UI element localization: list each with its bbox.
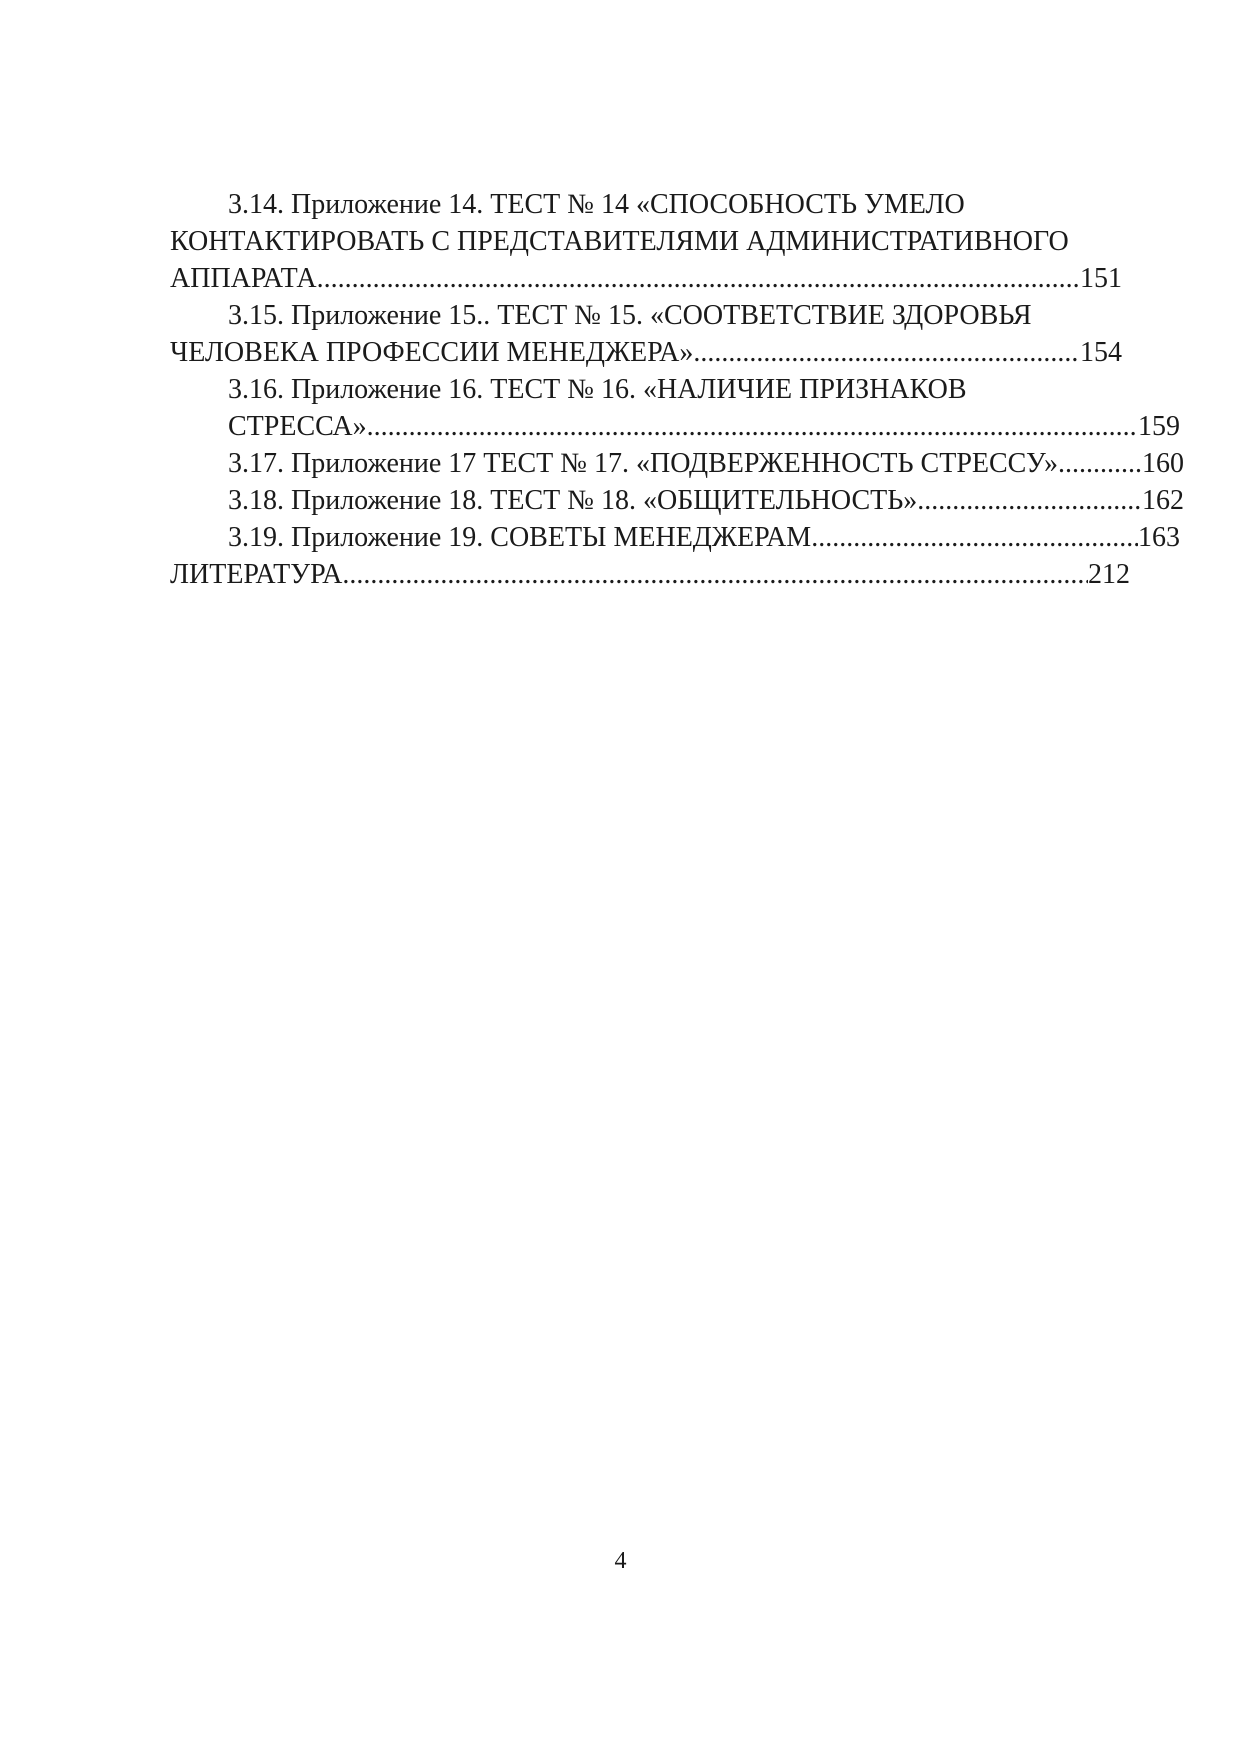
toc-page-number: 159 — [1138, 411, 1180, 442]
dot-leader — [917, 482, 1142, 519]
toc-page-number: 212 — [1088, 559, 1130, 590]
dot-leader — [811, 519, 1138, 556]
toc-entry-3-18 — [170, 482, 1184, 519]
toc-entry-3-14-line-2 — [170, 223, 1142, 260]
toc-entry-text: 3.15. Приложение 15.. ТЕСТ № 15. «СООТВЕТСТВИЕ ЗДОРОВЬЯ — [228, 300, 1032, 331]
toc-entry-text: СТРЕССА» — [228, 411, 367, 442]
dot-leader — [317, 260, 1080, 297]
toc-entry-3-14-line-1 — [170, 186, 1142, 223]
toc-entry-text: 3.18. Приложение 18. ТЕСТ № 18. «ОБЩИТЕЛЬНОСТЬ» — [228, 485, 918, 516]
toc-entry-text: ЧЕЛОВЕКА ПРОФЕССИИ МЕНЕДЖЕРА» — [170, 337, 694, 368]
toc-entry-text: 3.19. Приложение 19. СОВЕТЫ МЕНЕДЖЕРАМ — [228, 522, 812, 553]
toc-entry-3-19 — [170, 519, 1180, 556]
page-number: 4 — [614, 1548, 627, 1574]
toc-entry-text: АППАРАТА — [170, 263, 317, 294]
toc-entry-3-15-line-1 — [170, 297, 1142, 334]
toc-entry-text: ЛИТЕРАТУРА — [170, 559, 343, 590]
toc-entry-3-14-line-3 — [170, 260, 1122, 297]
toc-page-number: 151 — [1080, 263, 1122, 294]
dot-leader — [693, 334, 1080, 371]
toc-page-number: 162 — [1142, 485, 1184, 516]
toc-entry-literature — [170, 556, 1130, 593]
toc-page-number: 160 — [1142, 448, 1184, 479]
toc-entry-text: 3.14. Приложение 14. ТЕСТ № 14 «СПОСОБНОСТЬ УМЕЛО — [228, 189, 965, 220]
toc-entry-3-17 — [170, 445, 1184, 482]
toc-page-number: 163 — [1138, 522, 1180, 553]
toc-entry-text: КОНТАКТИРОВАТЬ С ПРЕДСТАВИТЕЛЯМИ АДМИНИСТРАТИВНОГО — [170, 226, 1069, 257]
table-of-contents — [170, 186, 1184, 593]
toc-entry-3-15-line-2 — [170, 334, 1122, 371]
toc-page-number: 154 — [1080, 337, 1122, 368]
toc-entry-3-16-line-2 — [170, 408, 1180, 445]
toc-entry-3-16-line-1 — [170, 371, 1142, 408]
dot-leader — [367, 408, 1138, 445]
dot-leader — [1058, 445, 1142, 482]
dot-leader — [342, 556, 1088, 593]
toc-entry-text: 3.17. Приложение 17 ТЕСТ № 17. «ПОДВЕРЖЕННОСТЬ СТРЕССУ» — [228, 448, 1059, 479]
toc-entry-text: 3.16. Приложение 16. ТЕСТ № 16. «НАЛИЧИЕ ПРИЗНАКОВ — [228, 374, 967, 405]
